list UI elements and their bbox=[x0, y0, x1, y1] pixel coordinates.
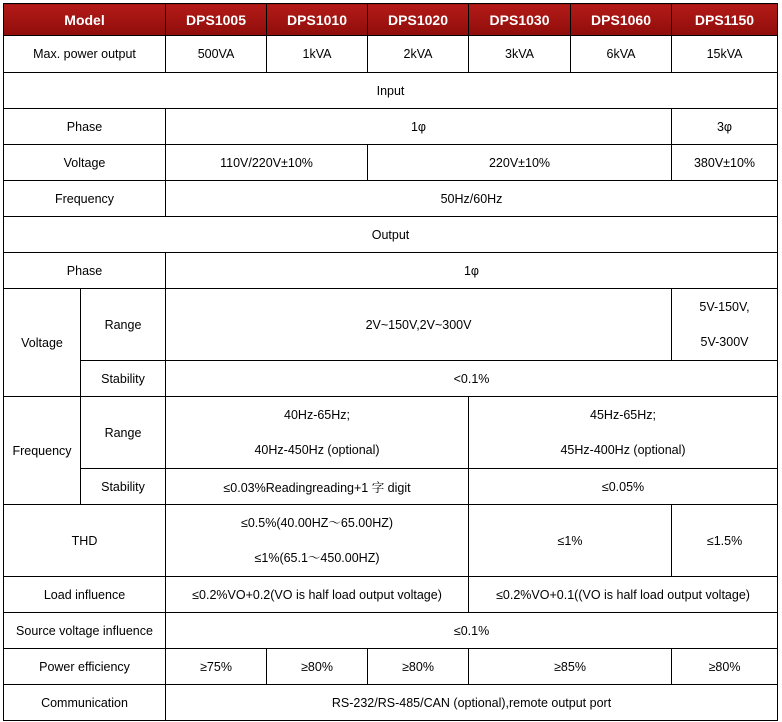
efficiency-dps1010: ≥80% bbox=[267, 649, 368, 685]
output-frequency-range-low-line1: 40Hz-65Hz; bbox=[284, 407, 351, 422]
input-phase-three: 3φ bbox=[672, 109, 778, 145]
model-header: Model bbox=[4, 4, 166, 36]
output-frequency-range-high bbox=[469, 397, 778, 469]
output-section-row bbox=[4, 217, 778, 253]
output-phase-value: 1φ bbox=[166, 253, 778, 289]
input-section-row bbox=[4, 73, 778, 109]
efficiency-row bbox=[4, 649, 778, 685]
input-voltage-low: 110V/220V±10% bbox=[166, 145, 368, 181]
model-dps1005: DPS1005 bbox=[166, 4, 267, 36]
thd-low bbox=[166, 505, 469, 577]
efficiency-dps1020: ≥80% bbox=[368, 649, 469, 685]
source-influence-row bbox=[4, 613, 778, 649]
max-power-dps1020: 2kVA bbox=[368, 36, 469, 73]
communication-label: Communication bbox=[4, 685, 166, 721]
max-power-dps1010: 1kVA bbox=[267, 36, 368, 73]
output-frequency-range-high-line2: 45Hz-400Hz (optional) bbox=[560, 442, 686, 457]
input-frequency-value: 50Hz/60Hz bbox=[166, 181, 778, 217]
model-dps1020: DPS1020 bbox=[368, 4, 469, 36]
output-voltage-range-15k-line1: 5V-150V, bbox=[699, 299, 750, 314]
output-voltage-range-value: 2V~150V,2V~300V bbox=[166, 289, 672, 361]
max-power-dps1060: 6kVA bbox=[571, 36, 672, 73]
output-frequency-stability-high: ≤0.05% bbox=[469, 469, 778, 505]
input-phase-single: 1φ bbox=[166, 109, 672, 145]
communication-row bbox=[4, 685, 778, 721]
thd-high: ≤1.5% bbox=[672, 505, 778, 577]
output-frequency-label: Frequency bbox=[4, 397, 81, 505]
output-frequency-range-low bbox=[166, 397, 469, 469]
input-voltage-row bbox=[4, 145, 778, 181]
thd-low-line1: ≤0.5%(40.00HZ～65.00HZ) bbox=[240, 515, 394, 530]
output-frequency-stability-row bbox=[4, 469, 778, 505]
load-influence-low: ≤0.2%VO+0.2(VO is half load output voltage) bbox=[166, 577, 469, 613]
efficiency-dps1005: ≥75% bbox=[166, 649, 267, 685]
communication-value: RS-232/RS-485/CAN (optional),remote output port bbox=[166, 685, 778, 721]
model-dps1150: DPS1150 bbox=[672, 4, 778, 36]
input-phase-row bbox=[4, 109, 778, 145]
output-voltage-stability-row bbox=[4, 361, 778, 397]
output-voltage-stability-value: <0.1% bbox=[166, 361, 778, 397]
model-dps1010: DPS1010 bbox=[267, 4, 368, 36]
output-voltage-range-15k-line2: 5V-300V bbox=[700, 334, 749, 349]
output-frequency-range-label: Range bbox=[81, 397, 166, 469]
output-voltage-range-label: Range bbox=[81, 289, 166, 361]
output-section-title: Output bbox=[4, 217, 778, 253]
input-section-title: Input bbox=[4, 73, 778, 109]
max-power-dps1030: 3kVA bbox=[469, 36, 571, 73]
input-voltage-label: Voltage bbox=[4, 145, 166, 181]
input-frequency-row bbox=[4, 181, 778, 217]
thd-low-line2: ≤1%(65.1～450.00HZ) bbox=[254, 550, 380, 565]
thd-label: THD bbox=[4, 505, 166, 577]
source-influence-label: Source voltage influence bbox=[4, 613, 166, 649]
load-influence-high: ≤0.2%VO+0.1((VO is half load output voltage) bbox=[469, 577, 778, 613]
output-voltage-stability-label: Stability bbox=[81, 361, 166, 397]
output-frequency-stability-low: ≤0.03%Readingreading+1 字 digit bbox=[166, 469, 469, 505]
source-influence-value: ≤0.1% bbox=[166, 613, 778, 649]
output-frequency-range-high-line1: 45Hz-65Hz; bbox=[590, 407, 657, 422]
thd-mid: ≤1% bbox=[469, 505, 672, 577]
input-voltage-high: 380V±10% bbox=[672, 145, 778, 181]
input-phase-label: Phase bbox=[4, 109, 166, 145]
thd-row bbox=[4, 505, 778, 577]
header-row bbox=[4, 4, 778, 36]
output-voltage-range-row bbox=[4, 289, 778, 361]
efficiency-label: Power efficiency bbox=[4, 649, 166, 685]
load-influence-label: Load influence bbox=[4, 577, 166, 613]
output-voltage-range-15k bbox=[672, 289, 778, 361]
efficiency-dps1030-1060: ≥85% bbox=[469, 649, 672, 685]
output-voltage-label: Voltage bbox=[4, 289, 81, 397]
max-power-dps1005: 500VA bbox=[166, 36, 267, 73]
max-power-row bbox=[4, 36, 778, 73]
output-phase-label: Phase bbox=[4, 253, 166, 289]
model-dps1060: DPS1060 bbox=[571, 4, 672, 36]
output-frequency-stability-label: Stability bbox=[81, 469, 166, 505]
max-power-label: Max. power output bbox=[4, 36, 166, 73]
output-frequency-range-low-line2: 40Hz-450Hz (optional) bbox=[254, 442, 380, 457]
max-power-dps1150: 15kVA bbox=[672, 36, 778, 73]
spec-table bbox=[3, 3, 778, 721]
input-frequency-label: Frequency bbox=[4, 181, 166, 217]
load-influence-row bbox=[4, 577, 778, 613]
input-voltage-mid: 220V±10% bbox=[368, 145, 672, 181]
model-dps1030: DPS1030 bbox=[469, 4, 571, 36]
output-phase-row bbox=[4, 253, 778, 289]
output-frequency-range-row bbox=[4, 397, 778, 469]
efficiency-dps1150: ≥80% bbox=[672, 649, 778, 685]
